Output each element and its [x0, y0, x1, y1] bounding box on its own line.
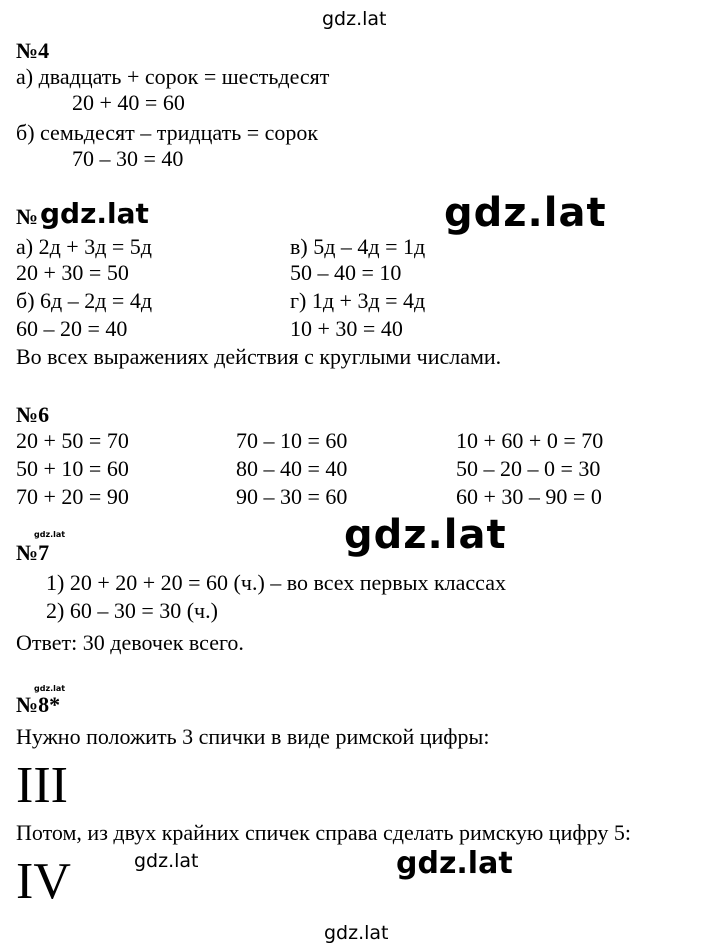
task-5-left-4: 60 – 20 = 40: [16, 316, 128, 341]
task-5-left-1: а) 2д + 3д = 5д: [16, 234, 152, 259]
watermark-small-8: gdz.lat: [34, 684, 66, 693]
task-6-col3-2: 50 – 20 – 0 = 30: [456, 456, 601, 481]
task-8-line-2: Потом, из двух крайних спичек справа сделать римскую цифру 5:: [16, 820, 631, 845]
watermark-top: gdz.lat: [322, 8, 387, 30]
watermark-big-1: gdz.lat: [444, 190, 607, 236]
task-5-note: Во всех выражениях действия с круглыми числами.: [16, 344, 502, 369]
task-5-right-2: 50 – 40 = 10: [290, 260, 402, 285]
task-4-calc-b: 70 – 30 = 40: [72, 146, 184, 171]
watermark-big-3: gdz.lat: [396, 846, 513, 881]
task-6-heading: №6: [16, 402, 50, 427]
task-5-left-2: 20 + 30 = 50: [16, 260, 129, 285]
task-4-calc-a: 20 + 40 = 60: [72, 90, 185, 115]
task-6-col2-1: 70 – 10 = 60: [236, 428, 348, 453]
task-6-col2-3: 90 – 30 = 60: [236, 484, 348, 509]
task-6-col1-1: 20 + 50 = 70: [16, 428, 129, 453]
task-8-line-1: Нужно положить 3 спички в виде римской цифры:: [16, 724, 490, 749]
task-6-col2-2: 80 – 40 = 40: [236, 456, 348, 481]
task-8-heading: №8*: [16, 692, 61, 717]
task-5-right-4: 10 + 30 = 40: [290, 316, 403, 341]
task-7-step-1: 1) 20 + 20 + 20 = 60 (ч.) – во всех первых классах: [46, 570, 506, 595]
task-7-answer: Ответ: 30 девочек всего.: [16, 630, 244, 655]
task-6-col3-1: 10 + 60 + 0 = 70: [456, 428, 604, 453]
task-5-heading: №: [16, 204, 39, 229]
task-7-step-2: 2) 60 – 30 = 30 (ч.): [46, 598, 218, 623]
roman-numeral-three: III: [16, 757, 68, 814]
task-7-heading: №7: [16, 540, 50, 565]
watermark-iv: gdz.lat: [134, 850, 199, 872]
watermark-bottom: gdz.lat: [324, 922, 389, 944]
task-5-left-3: б) 6д – 2д = 4д: [16, 288, 153, 313]
task-5-right-1: в) 5д – 4д = 1д: [290, 234, 426, 259]
task-5-right-3: г) 1д + 3д = 4д: [290, 288, 426, 313]
roman-numeral-four: IV: [16, 853, 71, 910]
watermark-big-2: gdz.lat: [344, 512, 507, 558]
watermark-task5: gdz.lat: [40, 197, 153, 230]
task-6-col1-2: 50 + 10 = 60: [16, 456, 129, 481]
task-4-line-a: а) двадцать + сорок = шестьдесят: [16, 64, 330, 89]
watermark-small-7: gdz.lat: [34, 530, 66, 539]
task-6-col3-3: 60 + 30 – 90 = 0: [456, 484, 602, 509]
task-6-col1-3: 70 + 20 = 90: [16, 484, 129, 509]
task-4-heading: №4: [16, 38, 50, 63]
task-4-line-b: б) семьдесят – тридцать = сорок: [16, 120, 319, 145]
